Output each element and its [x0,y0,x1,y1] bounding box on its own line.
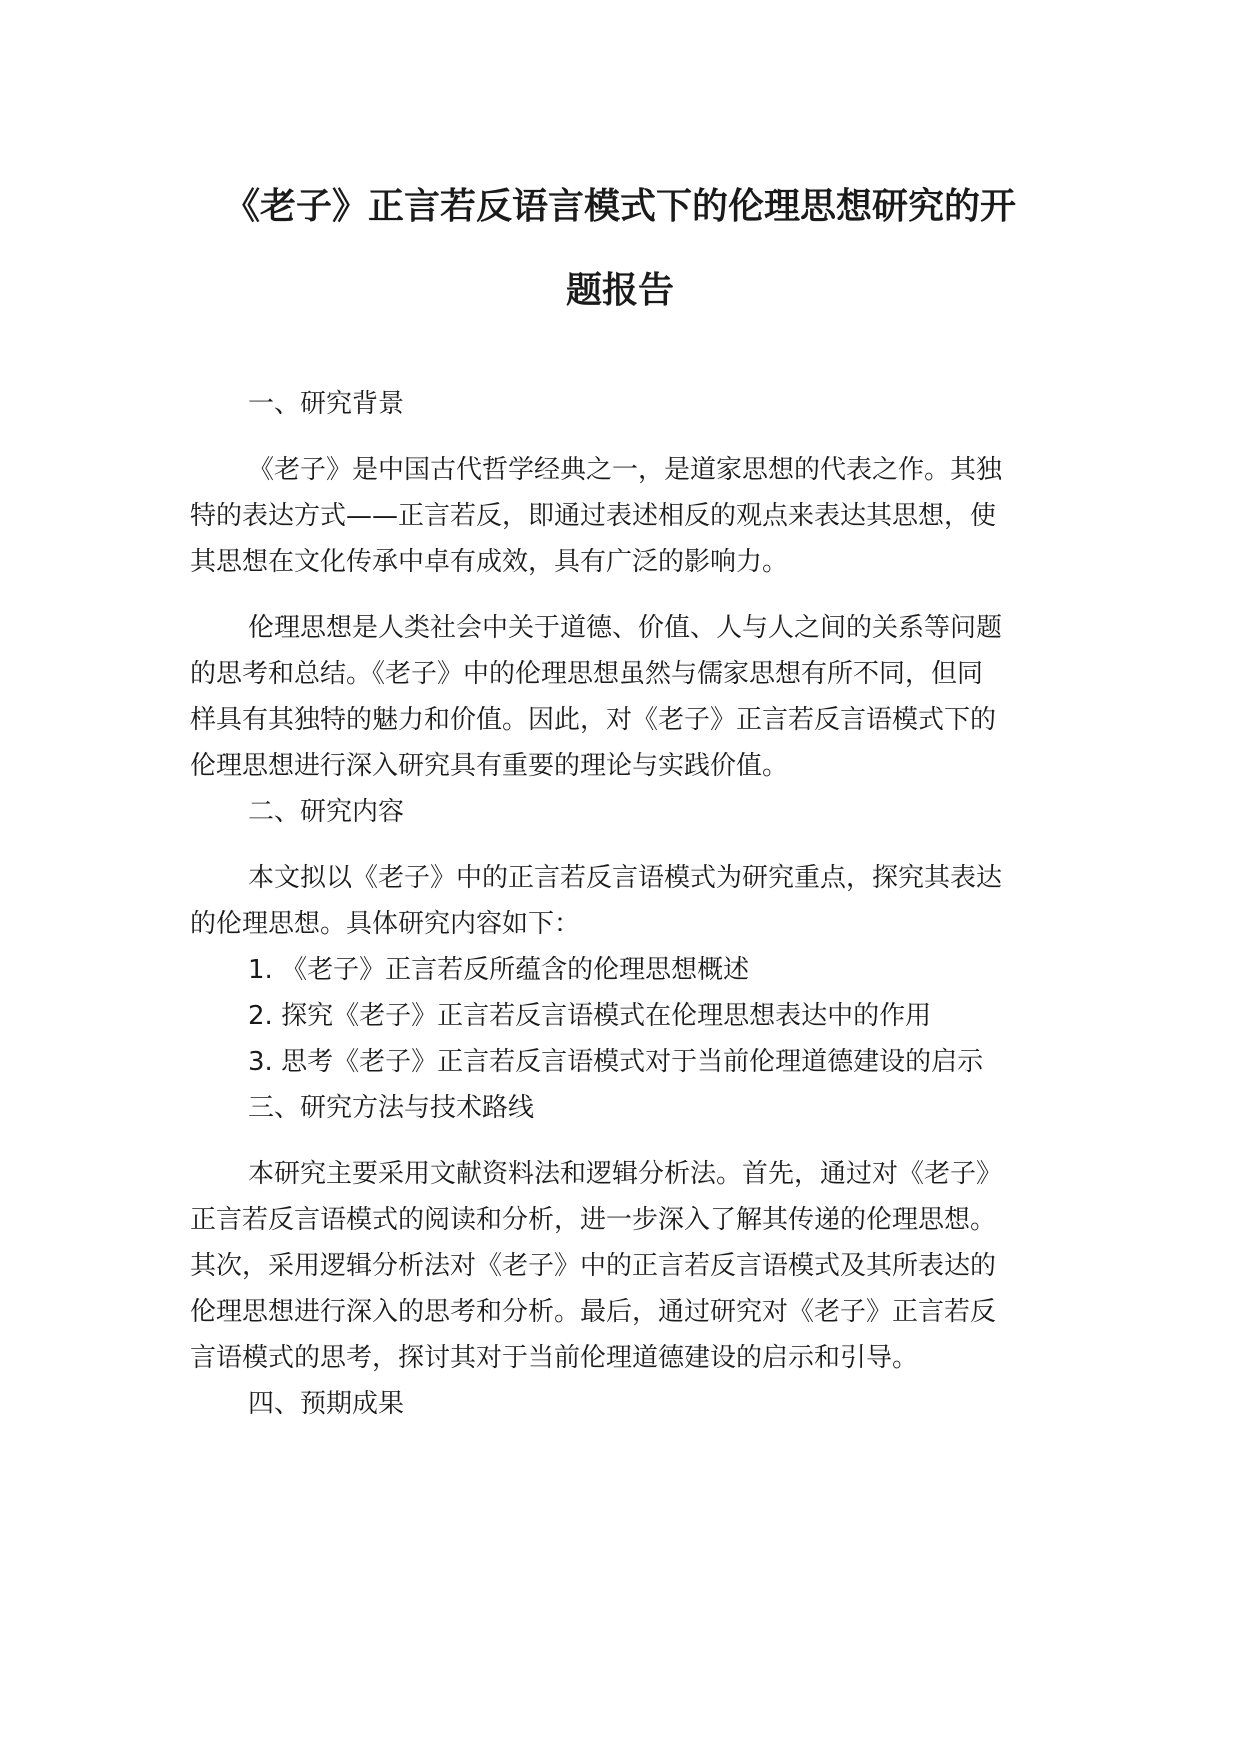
text-line: 伦理思想是人类社会中关于道德、价值、人与人之间的关系等问题 [248,613,1003,643]
document-title-line-1: 《老子》正言若反语言模式下的伦理思想研究的开 [223,186,1016,227]
document-body [190,381,1050,1427]
section-heading-expected-results: 四、预期成果 [248,1389,405,1419]
section-heading-content: 二、研究内容 [248,797,405,827]
paragraph-background-2 [190,605,1050,789]
list-item: 3. 思考《老子》正言若反言语模式对于当前伦理道德建设的启示 [248,1047,984,1077]
paragraph-content-intro [190,855,1050,947]
section-heading-background: 一、研究背景 [248,389,405,419]
text-line: 特的表达方式——正言若反，即通过表述相反的观点来表达其思想，使 [190,501,997,531]
text-line: 的伦理思想。具体研究内容如下： [190,909,581,939]
text-line: 言语模式的思考，探讨其对于当前伦理道德建设的启示和引导。 [190,1343,919,1373]
text-line: 其次，采用逻辑分析法对《老子》中的正言若反言语模式及其所表达的 [190,1251,997,1281]
text-line: 本研究主要采用文献资料法和逻辑分析法。首先，通过对《老子》 [248,1159,1003,1189]
text-line: 正言若反言语模式的阅读和分析，进一步深入了解其传递的伦理思想。 [190,1205,997,1235]
paragraph-methods [190,1151,1050,1381]
list-item: 2. 探究《老子》正言若反言语模式在伦理思想表达中的作用 [248,1001,932,1031]
text-line: 其思想在文化传承中卓有成效，具有广泛的影响力。 [190,547,789,577]
text-line: 《老子》是中国古代哲学经典之一，是道家思想的代表之作。其独 [248,455,1003,485]
list-item: 1. 《老子》正言若反所蕴含的伦理思想概述 [248,955,750,985]
text-line: 的思考和总结。《老子》中的伦理思想虽然与儒家思想有所不同，但同 [190,659,984,689]
paragraph-background-1 [190,447,1050,585]
text-line: 本文拟以《老子》中的正言若反言语模式为研究重点，探究其表达 [248,863,1003,893]
text-line: 伦理思想进行深入的思考和分析。最后，通过研究对《老子》正言若反 [190,1297,997,1327]
document-title-line-2: 题报告 [565,270,674,311]
text-line: 伦理思想进行深入研究具有重要的理论与实践价值。 [190,751,789,781]
section-heading-methods: 三、研究方法与技术路线 [248,1093,535,1123]
text-line: 样具有其独特的魅力和价值。因此，对《老子》正言若反言语模式下的 [190,705,997,735]
